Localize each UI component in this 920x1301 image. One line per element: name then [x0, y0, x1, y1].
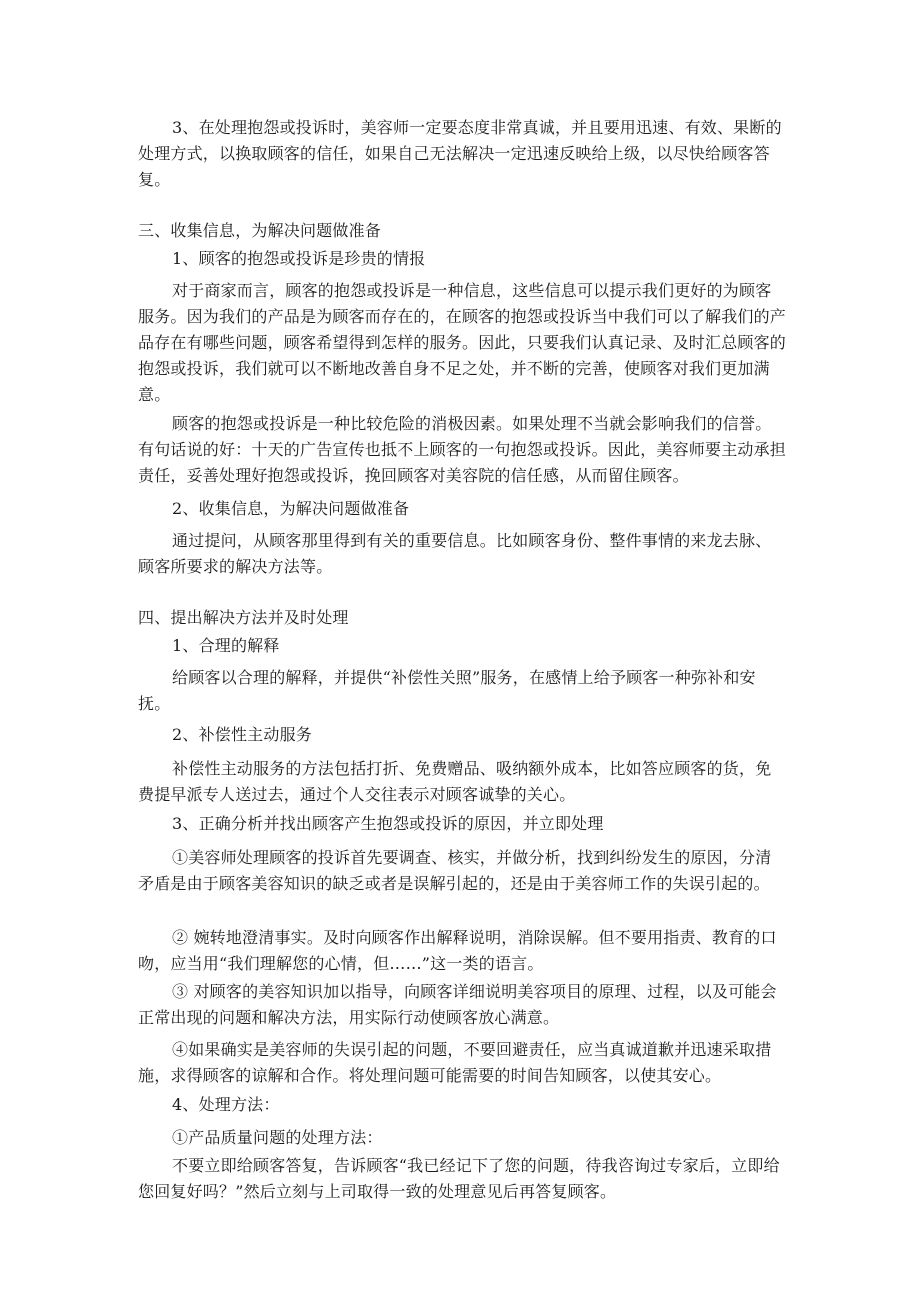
subheading-3-2: 2、收集信息，为解决问题做准备: [172, 499, 410, 518]
paragraph-10: ④如果确实是美容师的失误引起的问题，不要回避责任，应当真诚道歉并迅速采取措施，求得顾客的谅解和合作。将处理问题可能需要的时间告知顾客，以使其安心。: [138, 1040, 772, 1085]
paragraph-11: 不要立即给顾客答复，告诉顾客“我已经记下了您的问题，待我咨询过专家后，立即给您回复好吗？”然后立刻与上司取得一致的处理意见后再答复顾客。: [138, 1156, 780, 1201]
paragraph-6: 补偿性主动服务的方法包括打折、免费赠品、吸纳额外成本，比如答应顾客的货，免费提早派专人送过去，通过个人交往表示对顾客诚挚的关心。: [138, 759, 772, 804]
subheading-4-3: 3、正确分析并找出顾客产生抱怨或投诉的原因，并立即处理: [172, 814, 604, 833]
section-heading-3: 三、收集信息，为解决问题做准备: [138, 221, 382, 240]
paragraph-3: 顾客的抱怨或投诉是一种比较危险的消极因素。如果处理不当就会影响我们的信誉。有句话说的好：十天的广告宣传也抵不上顾客的一句抱怨或投诉。因此，美容师要主动承担责任，妥善处理好抱怨或投诉，挽回顾客对美容院的信任感，从而留住顾客。: [138, 414, 787, 485]
paragraph-5: 给顾客以合理的解释，并提供“补偿性关照”服务，在感情上给予顾客一种弥补和安抚。: [138, 668, 756, 713]
subheading-4-4: 4、处理方法：: [172, 1095, 280, 1114]
paragraph-1: 3、在处理抱怨或投诉时，美容师一定要态度非常真诚，并且要用迅速、有效、果断的处理方式，以换取顾客的信任，如果自己无法解决一定迅速反映给上级，以尽快给顾客答复。: [138, 118, 782, 189]
paragraph-8: ② 婉转地澄清事实。及时向顾客作出解释说明，消除误解。但不要用指责、教育的口吻，应当用“我们理解您的心情，但……”这一类的语言。: [138, 928, 777, 973]
subheading-4-4-1: ①产品质量问题的处理方法：: [172, 1128, 383, 1147]
section-heading-4: 四、提出解决方法并及时处理: [138, 608, 349, 627]
paragraph-4: 通过提问，从顾客那里得到有关的重要信息。比如顾客身份、整件事情的来龙去脉、顾客所要求的解决方法等。: [138, 531, 772, 576]
paragraph-2: 对于商家而言，顾客的抱怨或投诉是一种信息，这些信息可以提示我们更好的为顾客服务。因为我们的产品是为顾客而存在的，在顾客的抱怨或投诉当中我们可以了解我们的产品存在有哪些问题，顾客希望得到怎样的服务。因此，只要我们认真记录、及时汇总顾客的抱怨或投诉，我们就可以不断地改善自身不足之处，并不断的完善，使顾客对我们更加满意。: [138, 281, 787, 404]
subheading-4-1: 1、合理的解释: [172, 636, 280, 655]
paragraph-7: ①美容师处理顾客的投诉首先要调查、核实，并做分析，找到纠纷发生的原因，分清矛盾是由于顾客美容知识的缺乏或者是误解引起的，还是由于美容师工作的失误引起的。: [138, 848, 772, 893]
subheading-3-1: 1、顾客的抱怨或投诉是珍贵的情报: [172, 249, 426, 268]
paragraph-9: ③ 对顾客的美容知识加以指导，向顾客详细说明美容项目的原理、过程，以及可能会正常出现的问题和解决方法，用实际行动使顾客放心满意。: [138, 982, 777, 1027]
subheading-4-2: 2、补偿性主动服务: [172, 725, 312, 744]
